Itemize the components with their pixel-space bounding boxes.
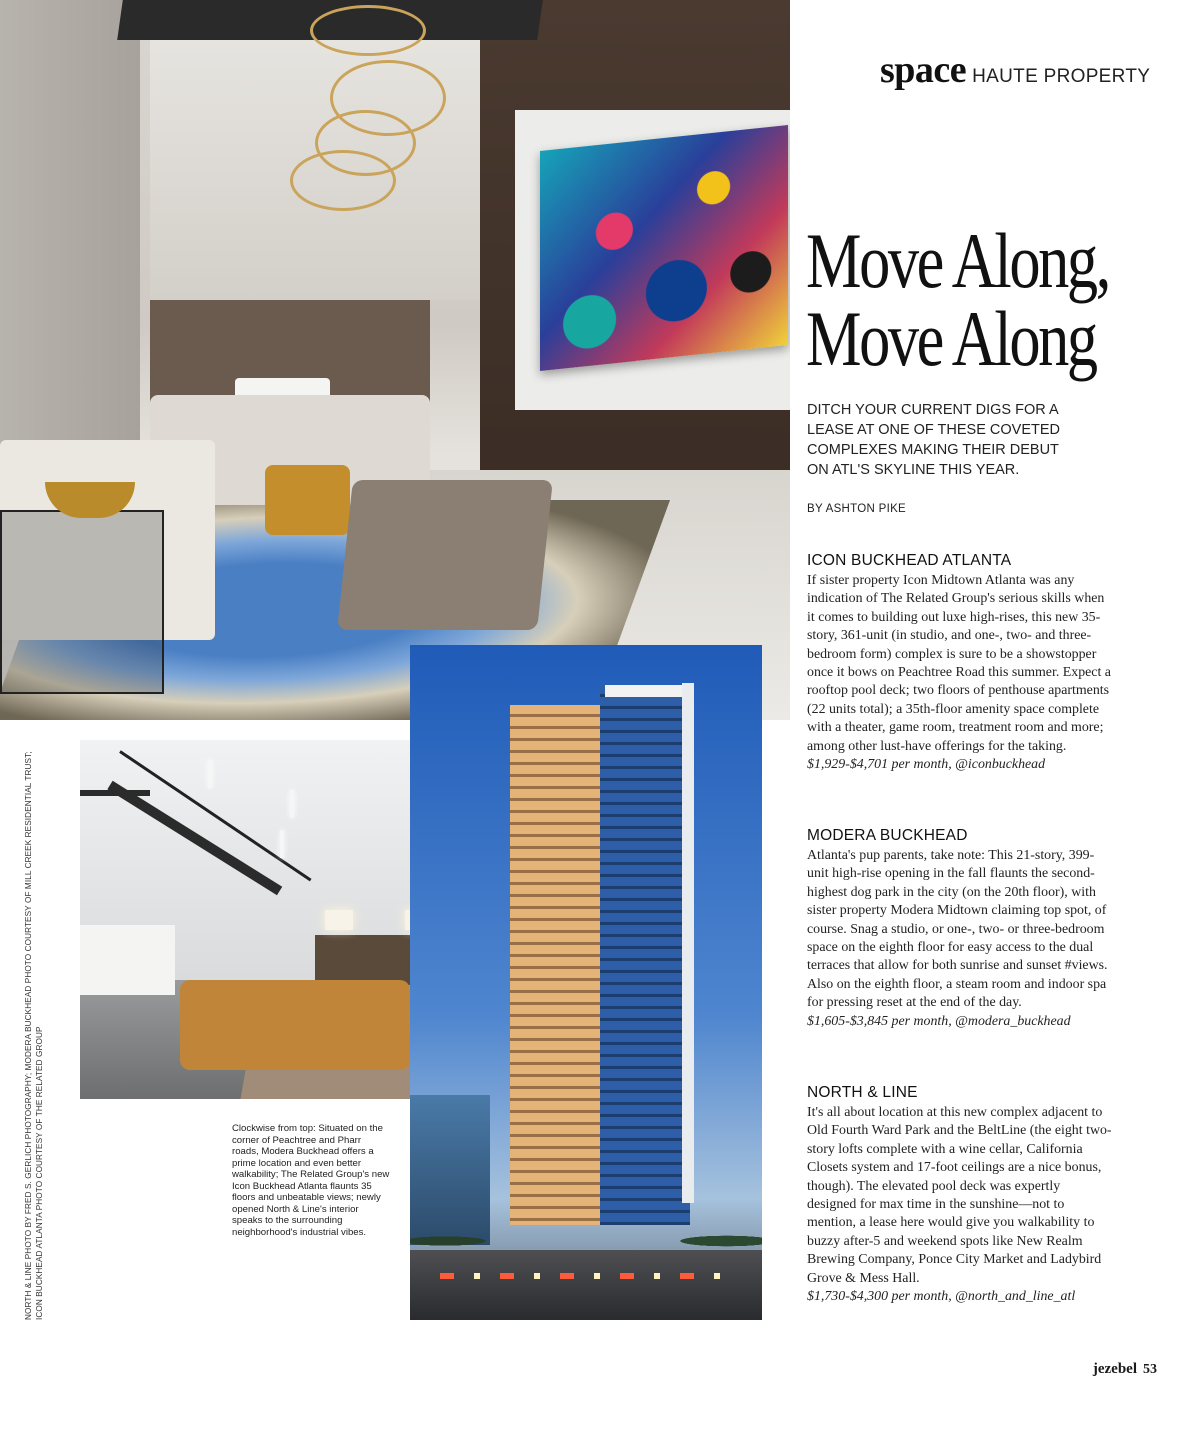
entry-price: $1,605-$3,845 per month, @modera_buckhead (807, 1013, 1071, 1029)
icon-buckhead-tower-photo (410, 645, 762, 1320)
page-number: 53 (1143, 1362, 1157, 1377)
entry-price: $1,929-$4,701 per month, @iconbuckhead (807, 757, 1046, 773)
kitchen-island (80, 925, 175, 995)
photo-credits (24, 751, 45, 1320)
chandelier-ring (310, 5, 426, 56)
lounge-chair (337, 480, 553, 630)
pendant-light (280, 830, 284, 858)
page-footer (1093, 1360, 1157, 1378)
entry-modera-buckhead (807, 827, 1112, 1031)
headline (806, 217, 1110, 382)
street (410, 1250, 762, 1320)
credit-line-1: NORTH & LINE PHOTO BY FRED S. GERLICH PHOTOGRAPHY; MODERA BUCKHEAD PHOTO COURTESY OF MILL CREEK RESIDENTIAL TRUST; (24, 751, 33, 1320)
tower-facade (510, 705, 605, 1225)
gold-stump-table (265, 465, 350, 535)
table-lamp (325, 910, 353, 930)
section-kicker: space (880, 49, 967, 91)
headline-line-1: Move Along, (806, 217, 1109, 304)
section-label (880, 48, 1150, 92)
chandelier-ring (290, 150, 396, 211)
magazine-name: jezebel (1092, 1361, 1137, 1377)
section-department: HAUTE PROPERTY (972, 66, 1151, 87)
byline: BY ASHTON PIKE (807, 503, 907, 515)
pendant-light (208, 760, 212, 788)
pendant-light (290, 790, 294, 818)
headline-line-2: Move Along (806, 295, 1096, 382)
abstract-artwork (540, 125, 788, 371)
entry-body: Atlanta's pup parents, take note: This 21-story, 399-unit high-rise opening in the fall flaunts the second-highest dog park in the city (on the 20th floor), with sister property Modera Midtown claiming top spot, of course. Snag a studio, or one-, two- or three-bedroom space on the eighth floor for easy access to the dual terraces that allow for both sunrise and sunset #views. Also on the eighth floor, a steam room and indoor spa for pressing reset at the end of the day. $1,605-$3,845 per month, @modera_buckhead (807, 847, 1112, 1031)
side-table (0, 510, 164, 694)
entry-price: $1,730-$4,300 per month, @north_and_line_atl (807, 1289, 1076, 1305)
entry-title: ICON BUCKHEAD ATLANTA (807, 552, 1012, 569)
entry-title: MODERA BUCKHEAD (807, 827, 968, 844)
modera-buckhead-lobby-photo (0, 0, 790, 720)
entry-body: If sister property Icon Midtown Atlanta was any indication of The Related Group's serious skills when it comes to building out luxe high-rises, this new 35-story, 361-unit (in studio, and one-, two- and three-bedroom form) complex is sure to be a showstopper once it bows on Peachtree Road this summer. Expect a rooftop pool deck; two floors of penthouse apartments (22 units total); a 35th-floor amenity space complete with a theater, game room, treatment room and more; among other lust-have offerings for the taking. $1,929-$4,701 per month, @iconbuckhead (807, 572, 1112, 774)
entry-north-and-line (807, 1084, 1112, 1306)
entry-body: It's all about location at this new complex adjacent to Old Fourth Ward Park and the BeltLine (the eight two-story lofts complete with a wine cellar, California Closets system and 17-foot ceilings are a nice bonus, though). The elevated pool deck was expertly designed for max time in the sunshine—not to mention, a lease here would give you walkability to buzzy after-5 and weekend spots like New Realm Brewing Company, Ponce City Market and Ladybird Grove & Mess Hall. $1,730-$4,300 per month, @north_and_line_atl (807, 1104, 1112, 1306)
dek: DITCH YOUR CURRENT DIGS FOR A LEASE AT ONE OF THESE COVETED COMPLEXES MAKING THEIR DEBUT ON ATL'S SKYLINE THIS YEAR. (807, 402, 1061, 478)
leather-sofa (180, 980, 410, 1070)
photo-caption: Clockwise from top: Situated on the corner of Peachtree and Pharr roads, Modera Buckhead offers a prime location and even better walkability; The Related Group's new Icon Buckhead Atlanta flaunts 35 floors and unbeatable views; newly opened North & Line's interior speaks to the surrounding neighborhood's industrial vibes. (232, 1123, 390, 1238)
entry-title: NORTH & LINE (807, 1084, 918, 1101)
credit-line-2: ICON BUCKHEAD ATLANTA PHOTO COURTESY OF THE RELATED GROUP (34, 1026, 44, 1320)
entry-icon-buckhead (807, 552, 1112, 774)
